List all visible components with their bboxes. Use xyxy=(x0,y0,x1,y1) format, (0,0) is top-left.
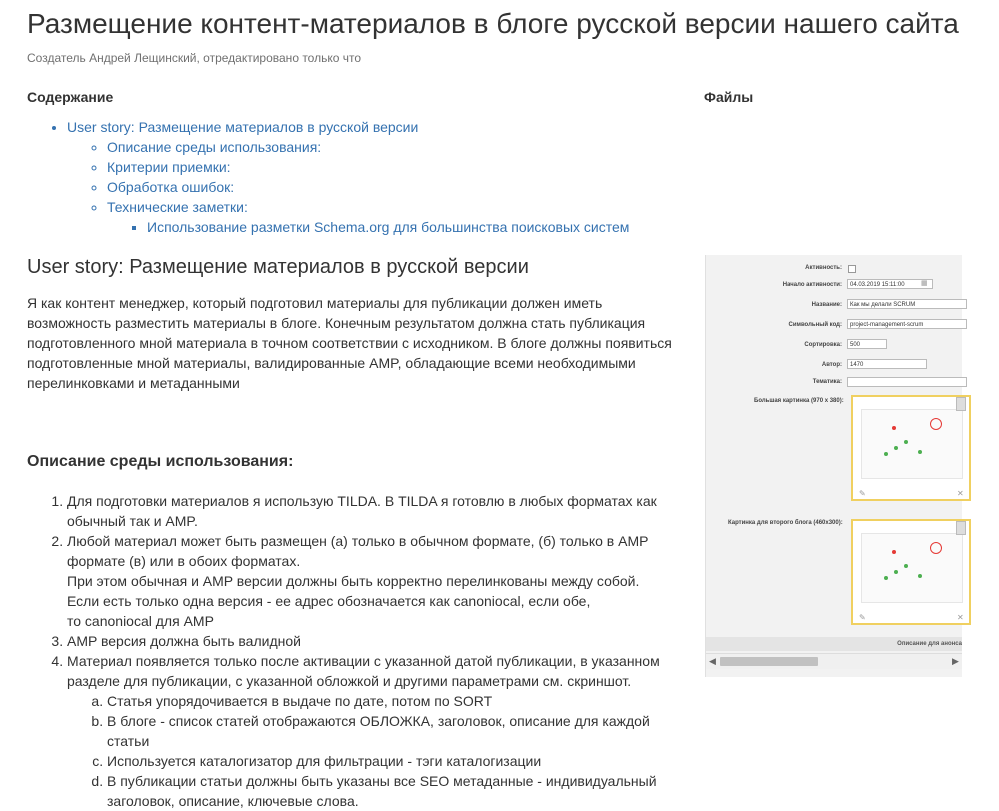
story-line: Я как контент менеджер, который подготовил материалы для публикации должен иметь xyxy=(27,295,603,311)
story-paragraph xyxy=(27,293,687,393)
start-label: Начало активности: xyxy=(782,282,842,288)
toc-heading: Содержание xyxy=(27,89,114,105)
second-image-card xyxy=(851,519,971,625)
target-icon xyxy=(930,542,942,554)
list-item xyxy=(67,491,687,531)
files-panel xyxy=(704,86,999,666)
list-item-line: При этом обычная и AMP версии должны быть корректно перелинкованы между собой. xyxy=(67,573,640,589)
list-item-line: d. В публикации статьи должны быть указаны все SEO метаданные - индивидуальный xyxy=(107,773,657,789)
illustration-mark xyxy=(918,574,922,578)
list-item-line: разделе для публикации, с указанной обложкой и другими параметрами см. скриншот. xyxy=(67,673,632,689)
list-item-line: 4. Материал появляется только после активации с указанной датой публикации, в указанном xyxy=(67,653,660,669)
pencil-icon: ✎ xyxy=(859,489,866,498)
env-list xyxy=(27,491,687,811)
story-heading: User story: Размещение материалов в русской версии xyxy=(27,256,529,278)
author-input: 1470 xyxy=(847,359,927,369)
list-item-line: 2. Любой материал может быть размещен (а) только в обычном формате, (б) только в AMP xyxy=(67,533,649,549)
close-icon: ✕ xyxy=(957,489,964,498)
attached-screenshot[interactable] xyxy=(705,255,962,677)
footer-label: Описание для анонса xyxy=(897,641,962,647)
author-label: Автор: xyxy=(821,362,842,368)
big-image-label: Большая картинка (970 x 380): xyxy=(754,398,844,404)
list-subitem xyxy=(107,691,687,711)
target-icon xyxy=(930,418,942,430)
illustration-mark xyxy=(892,426,896,430)
second-image-illustration xyxy=(861,533,963,603)
env-sublist xyxy=(67,691,687,811)
list-item-line: 3. AMP версия должна быть валидной xyxy=(67,633,301,649)
toc-link-acceptance[interactable]: Критерии приемки: xyxy=(107,159,231,175)
side-button xyxy=(956,397,966,411)
horizontal-scrollbar[interactable] xyxy=(706,653,962,669)
story-line: перелинковками и метаданными xyxy=(27,375,240,391)
scroll-left-icon[interactable]: ◀ xyxy=(709,656,716,666)
toc-item xyxy=(107,157,687,177)
toc-item xyxy=(107,137,687,157)
list-item-line: заголовок, описание, ключевые слова. xyxy=(107,793,359,809)
list-item-line: c. Используется каталогизатор для фильтрации - тэги каталогизации xyxy=(107,753,542,769)
list-subitem xyxy=(107,711,687,751)
list-item xyxy=(67,531,687,631)
toc-item xyxy=(107,197,687,237)
second-image-label: Картинка для второго блога (460x300): xyxy=(728,520,843,526)
active-checkbox xyxy=(848,265,856,273)
list-subitem xyxy=(107,751,687,771)
page-title: Размещение контент-материалов в блоге русской версии нашего сайта xyxy=(27,8,959,39)
code-input: project-management-scrum xyxy=(847,319,967,329)
illustration-mark xyxy=(884,452,888,456)
list-item-line: статьи xyxy=(107,733,150,749)
list-item xyxy=(67,631,687,651)
illustration-mark xyxy=(894,570,898,574)
theme-label: Тематика: xyxy=(812,379,842,385)
table-of-contents xyxy=(27,117,687,237)
list-subitem xyxy=(107,771,687,811)
list-item xyxy=(67,651,687,811)
list-item-line: то canoniocal для AMP xyxy=(67,613,214,629)
files-heading: Файлы xyxy=(704,89,754,105)
story-line: подготовленного мной материала в точном соответствии с исходником. В блоге должны появиться xyxy=(27,335,672,351)
list-item-line: a. Статья упорядочивается в выдаче по дате, потом по SORT xyxy=(107,693,493,709)
big-image-illustration xyxy=(861,409,963,479)
list-item-line: b. В блоге - список статей отображаются ОБЛОЖКА, заголовок, описание для каждой xyxy=(107,713,650,729)
toc-link-user-story[interactable]: User story: Размещение материалов в русской версии xyxy=(67,119,419,135)
illustration-mark xyxy=(904,440,908,444)
close-icon: ✕ xyxy=(957,613,964,622)
illustration-mark xyxy=(904,564,908,568)
illustration-mark xyxy=(884,576,888,580)
list-item-line: формате (в) или в обоих форматах. xyxy=(67,553,301,569)
illustration-mark xyxy=(918,450,922,454)
sort-input: 500 xyxy=(847,339,887,349)
form-footer xyxy=(706,637,962,651)
story-line: возможность разместить материалы в блоге. Конечным результатом должна стать публикация xyxy=(27,315,646,331)
scrollbar-thumb[interactable] xyxy=(720,657,818,666)
page-byline xyxy=(27,51,361,65)
calendar-icon: ▦ xyxy=(921,280,928,287)
toc-item xyxy=(67,117,687,237)
sort-label: Сортировка: xyxy=(804,342,842,348)
illustration-mark xyxy=(892,550,896,554)
active-label: Активность: xyxy=(805,265,842,271)
side-button xyxy=(956,521,966,535)
toc-item xyxy=(147,217,687,237)
start-input: 04.03.2019 15:11:00 xyxy=(847,279,933,289)
pencil-icon: ✎ xyxy=(859,613,866,622)
illustration-mark xyxy=(894,446,898,450)
name-label: Название: xyxy=(811,302,842,308)
scroll-right-icon[interactable]: ▶ xyxy=(952,656,959,666)
list-item-line: обычный так и AMP. xyxy=(67,513,198,529)
toc-item xyxy=(107,177,687,197)
toc-link-environment[interactable]: Описание среды использования: xyxy=(107,139,322,155)
main-content xyxy=(27,86,687,811)
toc-link-tech-notes[interactable]: Технические заметки: xyxy=(107,199,248,215)
list-item-line: 1. Для подготовки материалов я использую TILDA. В TILDA я готовлю в любых форматах как xyxy=(67,493,657,509)
toc-link-schema[interactable]: Использование разметки Schema.org для большинства поисковых систем xyxy=(147,219,630,235)
list-item-line: Если есть только одна версия - ее адрес обозначается как canoniocal, если обе, xyxy=(67,593,591,609)
env-heading: Описание среды использования: xyxy=(27,453,294,470)
name-input: Как мы делали SCRUM xyxy=(847,299,967,309)
theme-input xyxy=(847,377,967,387)
byline-text: Создатель Андрей Лещинский, отредактировано только что xyxy=(27,51,362,65)
story-line: подготовленные мной материалы, валидированные AMP, обладающие всеми необходимыми xyxy=(27,355,636,371)
toc-link-errors[interactable]: Обработка ошибок: xyxy=(107,179,235,195)
big-image-card xyxy=(851,395,971,501)
code-label: Символьный код: xyxy=(788,322,842,328)
